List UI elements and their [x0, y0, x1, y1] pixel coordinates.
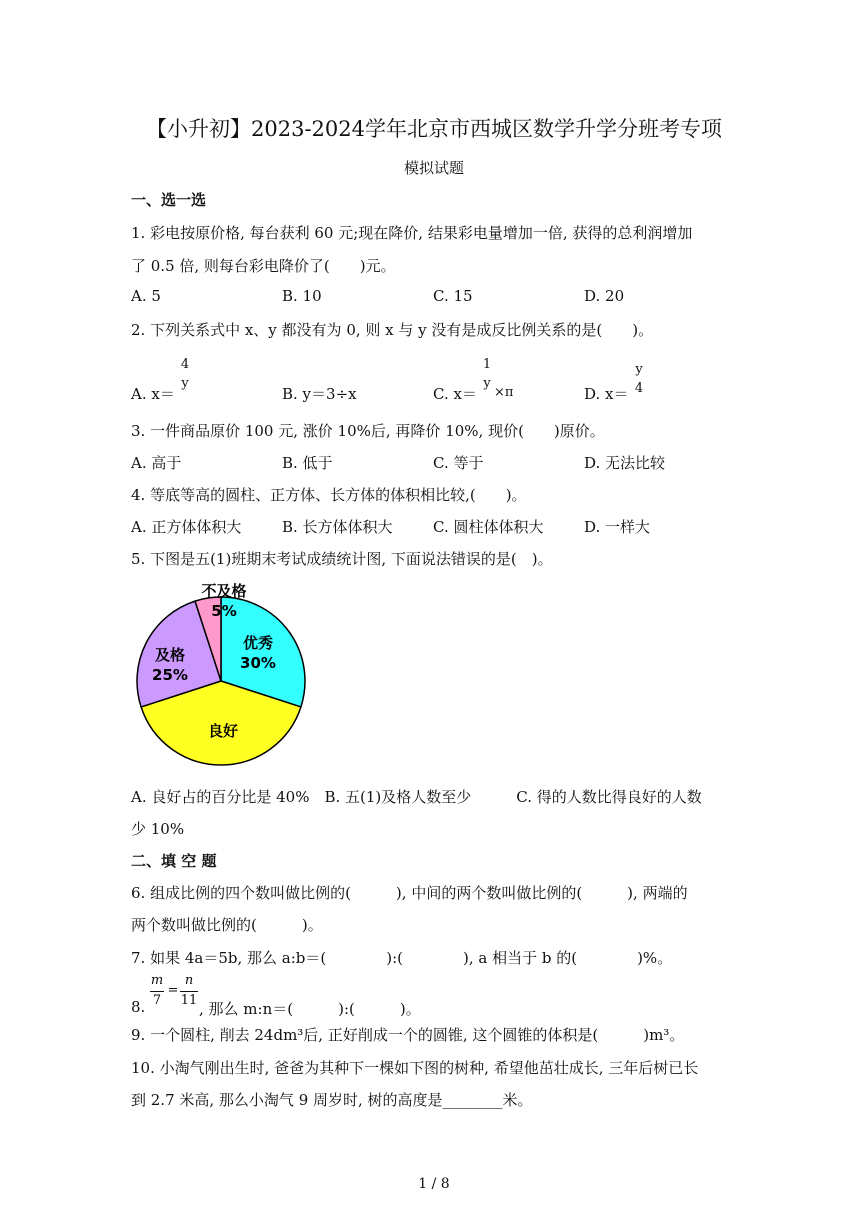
- question-2-option-d-denominator: 4: [634, 381, 644, 396]
- question-8-equals: =: [167, 983, 179, 998]
- question-2-option-a-denominator: y: [181, 376, 189, 391]
- question-8-n: n: [184, 973, 194, 988]
- question-8-fraction-bar-2: [180, 991, 198, 992]
- question-5-line-1: 5. 下图是五(1)班期末考试成绩统计图, 下面说法错误的是( )。: [131, 550, 553, 568]
- pie-pct-label-2: 25%: [152, 666, 188, 684]
- page-number: 1 / 8: [418, 1176, 450, 1192]
- question-10-line-2: 到 2.7 米高, 那么小淘气 9 周岁时, 树的高度是________米。: [131, 1091, 533, 1109]
- pie-chart: [128, 578, 318, 774]
- question-4-option-d: D. 一样大: [584, 518, 651, 536]
- question-2-option-b: B. y＝3÷x: [282, 385, 357, 403]
- question-8-seven: 7: [152, 993, 162, 1008]
- question-8-prefix: 8.: [131, 998, 146, 1016]
- question-6-line-1: 6. 组成比例的四个数叫做比例的( ), 中间的两个数叫做比例的( ), 两端的: [131, 884, 688, 902]
- question-8-fraction-bar-1: [150, 991, 164, 992]
- question-4-option-a: A. 正方体体积大: [131, 518, 242, 536]
- question-8-eleven: 11: [180, 993, 198, 1008]
- question-3-option-c: C. 等于: [433, 454, 484, 472]
- question-3-option-d: D. 无法比较: [584, 454, 666, 472]
- question-6-line-2: 两个数叫做比例的( )。: [131, 916, 323, 934]
- question-3-line-1: 3. 一件商品原价 100 元, 涨价 10%后, 再降价 10%, 现价( )原价。: [131, 422, 605, 440]
- pie-pct-label-0: 30%: [240, 654, 276, 672]
- question-2-option-d-numerator: y: [635, 362, 643, 377]
- question-2-option-c-suffix: ×π: [494, 385, 514, 400]
- pie-label-1: 良好: [207, 722, 239, 740]
- question-4-option-b: B. 长方体体积大: [282, 518, 393, 536]
- question-8-m: m: [150, 973, 164, 988]
- section-heading-2: 二、填 空 题: [131, 852, 217, 870]
- question-1-option-a: A. 5: [131, 287, 161, 305]
- question-2-option-a-prefix: A. x＝: [131, 385, 175, 403]
- question-4-option-c: C. 圆柱体体积大: [433, 518, 544, 536]
- question-4-line-1: 4. 等底等高的圆柱、正方体、长方体的体积相比较,( )。: [131, 486, 527, 504]
- question-1-option-b: B. 10: [282, 287, 322, 305]
- question-3-option-a: A. 高于: [131, 454, 182, 472]
- question-8-suffix: , 那么 m:n＝( ):( )。: [199, 1000, 421, 1018]
- question-2-line-1: 2. 下列关系式中 x、y 都没有为 0, 则 x 与 y 没有是成反比例关系的是( )。: [131, 321, 654, 339]
- question-2-option-a-numerator: 4: [180, 357, 190, 372]
- question-10-line-1: 10. 小淘气刚出生时, 爸爸为其种下一棵如下图的树种, 希望他茁壮成长, 三年后树已长: [131, 1059, 699, 1077]
- question-1-option-c: C. 15: [433, 287, 473, 305]
- question-5-options-line-2: 少 10%: [131, 820, 185, 838]
- question-2-option-c-numerator: 1: [482, 357, 492, 372]
- question-3-option-b: B. 低于: [282, 454, 333, 472]
- section-heading-1: 一、选一选: [131, 191, 207, 209]
- pie-label-2: 及格: [154, 646, 186, 664]
- question-1-line-1: 1. 彩电按原价格, 每台获利 60 元;现在降价, 结果彩电量增加一倍, 获得的总利润增加: [131, 224, 693, 242]
- question-2-option-d-prefix: D. x＝: [584, 385, 629, 403]
- question-1-option-d: D. 20: [584, 287, 625, 305]
- pie-label-3: 不及格: [201, 582, 247, 600]
- question-9-line-1: 9. 一个圆柱, 削去 24dm³后, 正好削成一个的圆锥, 这个圆锥的体积是( )m³。: [131, 1026, 685, 1044]
- page-title: 【小升初】2023-2024学年北京市西城区数学升学分班考专项: [146, 117, 722, 141]
- pie-label-0: 优秀: [242, 634, 274, 652]
- question-2-option-c-prefix: C. x＝: [433, 385, 477, 403]
- pie-pct-label-3: 5%: [211, 602, 237, 620]
- page-subtitle: 模拟试题: [403, 159, 464, 177]
- question-1-line-2: 了 0.5 倍, 则每台彩电降价了( )元。: [131, 257, 396, 275]
- question-7-line-1: 7. 如果 4a＝5b, 那么 a:b＝( ):( ), a 相当于 b 的( )%。: [131, 949, 673, 967]
- question-2-option-c-denominator: y: [483, 376, 491, 391]
- question-5-options-line: A. 良好占的百分比是 40% B. 五(1)及格人数至少 C. 得的人数比得良好的人数: [131, 788, 702, 806]
